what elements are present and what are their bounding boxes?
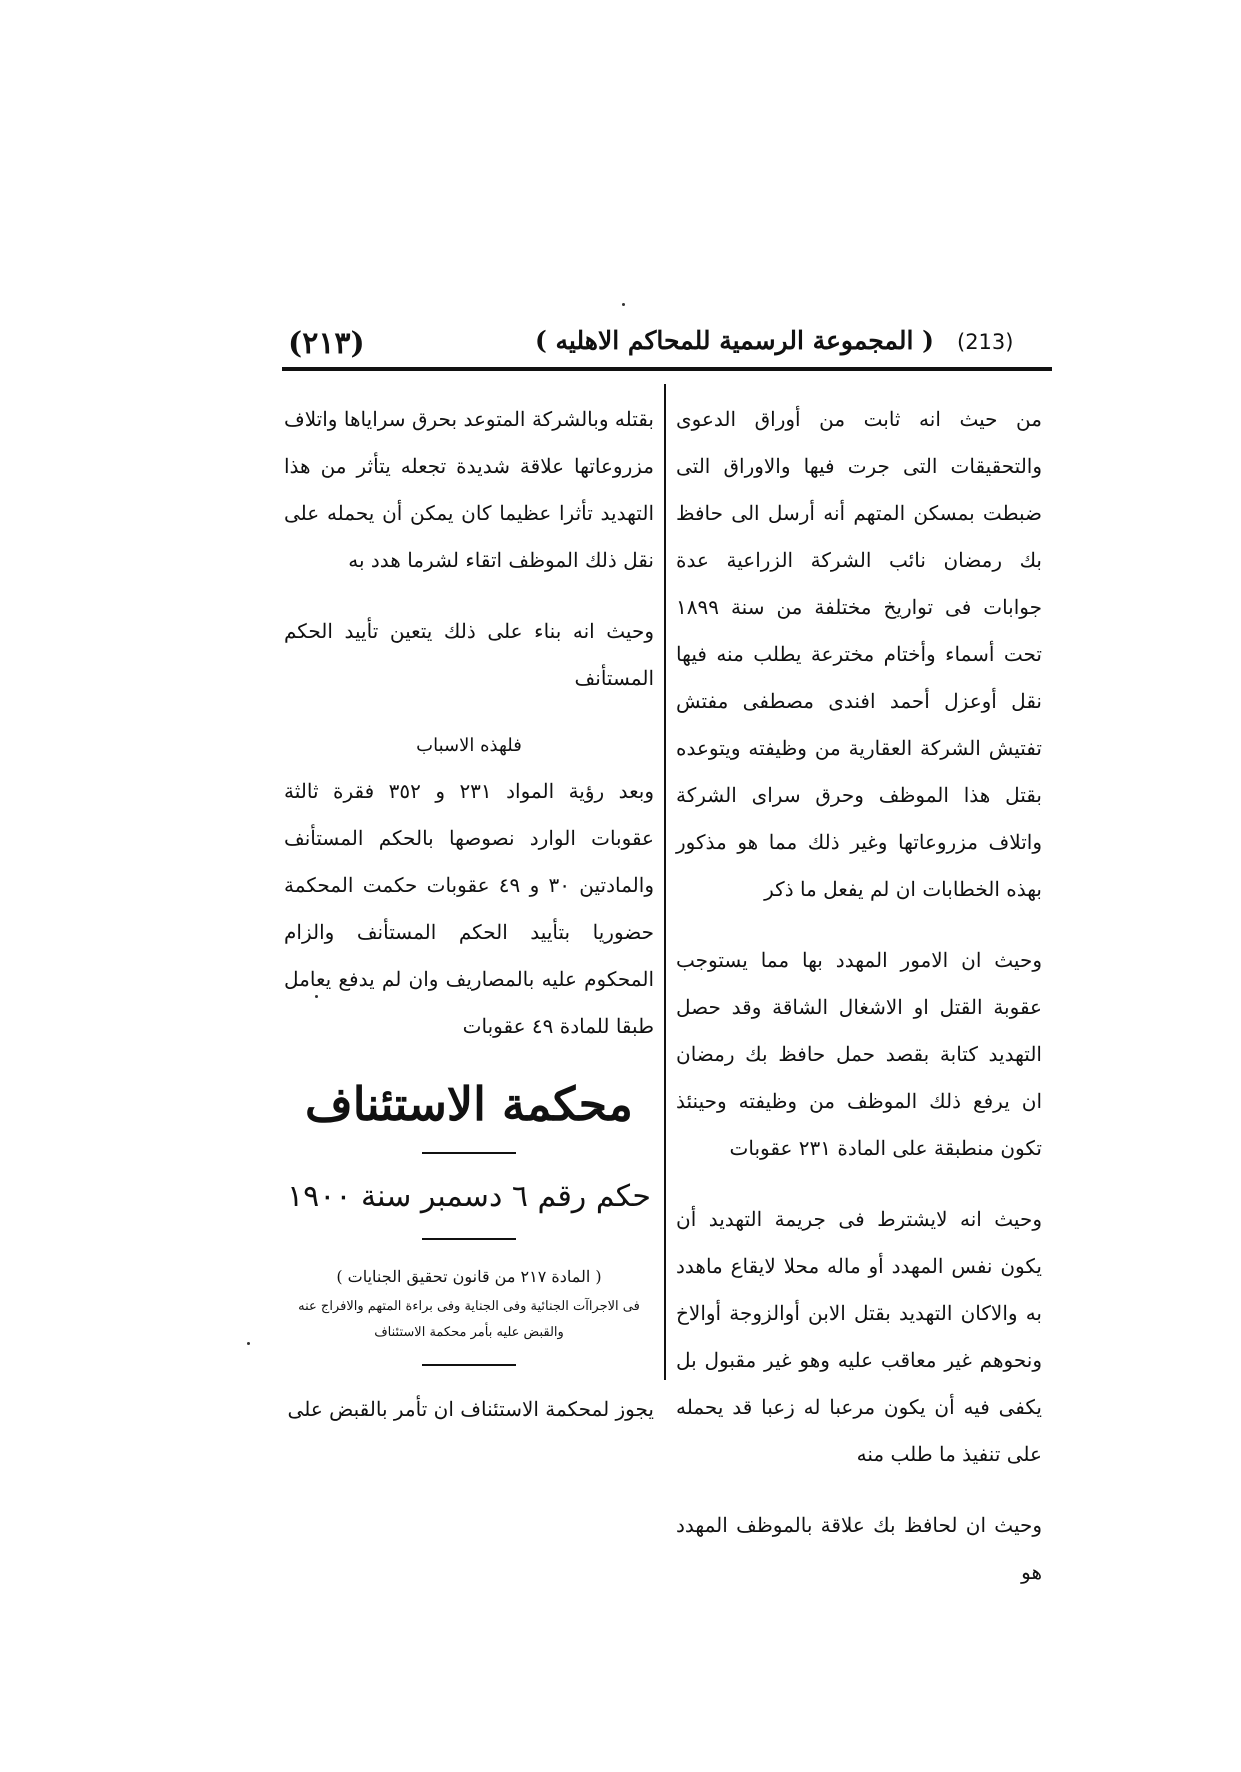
- paragraph: وحيث انه بناء على ذلك يتعين تأييد الحكم المستأنف: [284, 619, 654, 690]
- article-reference: ( المادة ٢١٧ من قانون تحقيق الجنايات ): [336, 1267, 602, 1286]
- continuation-line: يجوز لمحكمة الاستئناف ان تأمر بالقبض على: [287, 1397, 654, 1421]
- running-header-title: ( المجموعة الرسمية للمحاكم الاهليه ): [535, 326, 934, 355]
- paragraph: من حيث انه ثابت من أوراق الدعوى والتحقيقات التى جرت فيها والاوراق التى ضبطت بمسكن المتهم أنه أرسل الى حافظ بك رمضان نائب الشركة الزراعية عدة جوابات فى تواريخ مختلفة من سنة ١٨٩٩ تحت أسماء وأختام مخترعة يطلب منه فيها نقل أوعزل أحمد افندى مصطفى مفتش تفتيش الشركة العقارية من وظيفته ويتوعده بقتل هذا الموظف وحرق سراى الشركة واتلاف مزروعاتها وغير ذلك مما هو مذكور بهذه الخطابات ان لم يفعل ما ذكر: [676, 407, 1042, 901]
- header-rule: [282, 367, 1052, 371]
- summary-note: فى الاجراآت الجنائية وفى الجناية وفى براءة المتهم والافراج عنه والقبض عليه بأمر محكمة الاستئناف: [298, 1299, 640, 1340]
- right-column: [676, 396, 1042, 1620]
- section-divider: [422, 1238, 516, 1240]
- speck-mark: [315, 995, 318, 998]
- left-column: [284, 396, 654, 1433]
- column-divider: [664, 384, 666, 1380]
- ruling-title: حكم رقم ٦ دسمبر سنة ١٩٠٠: [287, 1179, 651, 1214]
- page-number-latin: (213): [957, 330, 1014, 354]
- reasons-heading: فلهذه الاسباب: [416, 735, 522, 756]
- speck-mark: [247, 1342, 250, 1345]
- court-title: محكمة الاستئناف: [305, 1077, 633, 1131]
- paragraph: وحيث ان لحافظ بك علاقة بالموظف المهدد هو: [676, 1513, 1042, 1584]
- speck-mark: [622, 303, 625, 306]
- section-divider: [422, 1364, 516, 1366]
- section-divider: [422, 1152, 516, 1154]
- verdict-paragraph: وبعد رؤية المواد ٢٣١ و ٣٥٢ فقرة ثالثة عقوبات الوارد نصوصها بالحكم المستأنف والمادتين ٣٠ و ٤٩ عقوبات حكمت المحكمة حضوريا بتأييد الحكم المستأنف والزام المحكوم عليه بالمصاريف وان لم يدفع يعامل طبقا للمادة ٤٩ عقوبات: [284, 779, 655, 1038]
- page-number-arabic: (٢١٣): [288, 326, 365, 361]
- paragraph: بقتله وبالشركة المتوعد بحرق سرایاها واتلاف مزروعاتها علاقة شديدة تجعله يتأثر من هذا التهديد تأثرا عظيما كان يمكن أن يحمله على نقل ذلك الموظف اتقاء لشرما هدد به: [284, 407, 654, 572]
- paragraph: وحيث ان الامور المهدد بها مما يستوجب عقوبة القتل او الاشغال الشاقة وقد حصل التهديد كتابة بقصد حمل حافظ بك رمضان ان يرفع ذلك الموظف من وظيفته وحينئذ تكون منطبقة على المادة ٢٣١ عقوبات: [676, 948, 1042, 1160]
- paragraph: وحيث انه لايشترط فى جريمة التهديد أن يكون نفس المهدد أو ماله محلا لايقاع ماهدد به والاكان التهديد بقتل الابن أوالزوجة أوالاخ ونحوهم غير معاقب عليه وهو غير مقبول بل يكفى فيه أن يكون مرعبا له زعبا قد يحمله على تنفيذ ما طلب منه: [676, 1207, 1042, 1466]
